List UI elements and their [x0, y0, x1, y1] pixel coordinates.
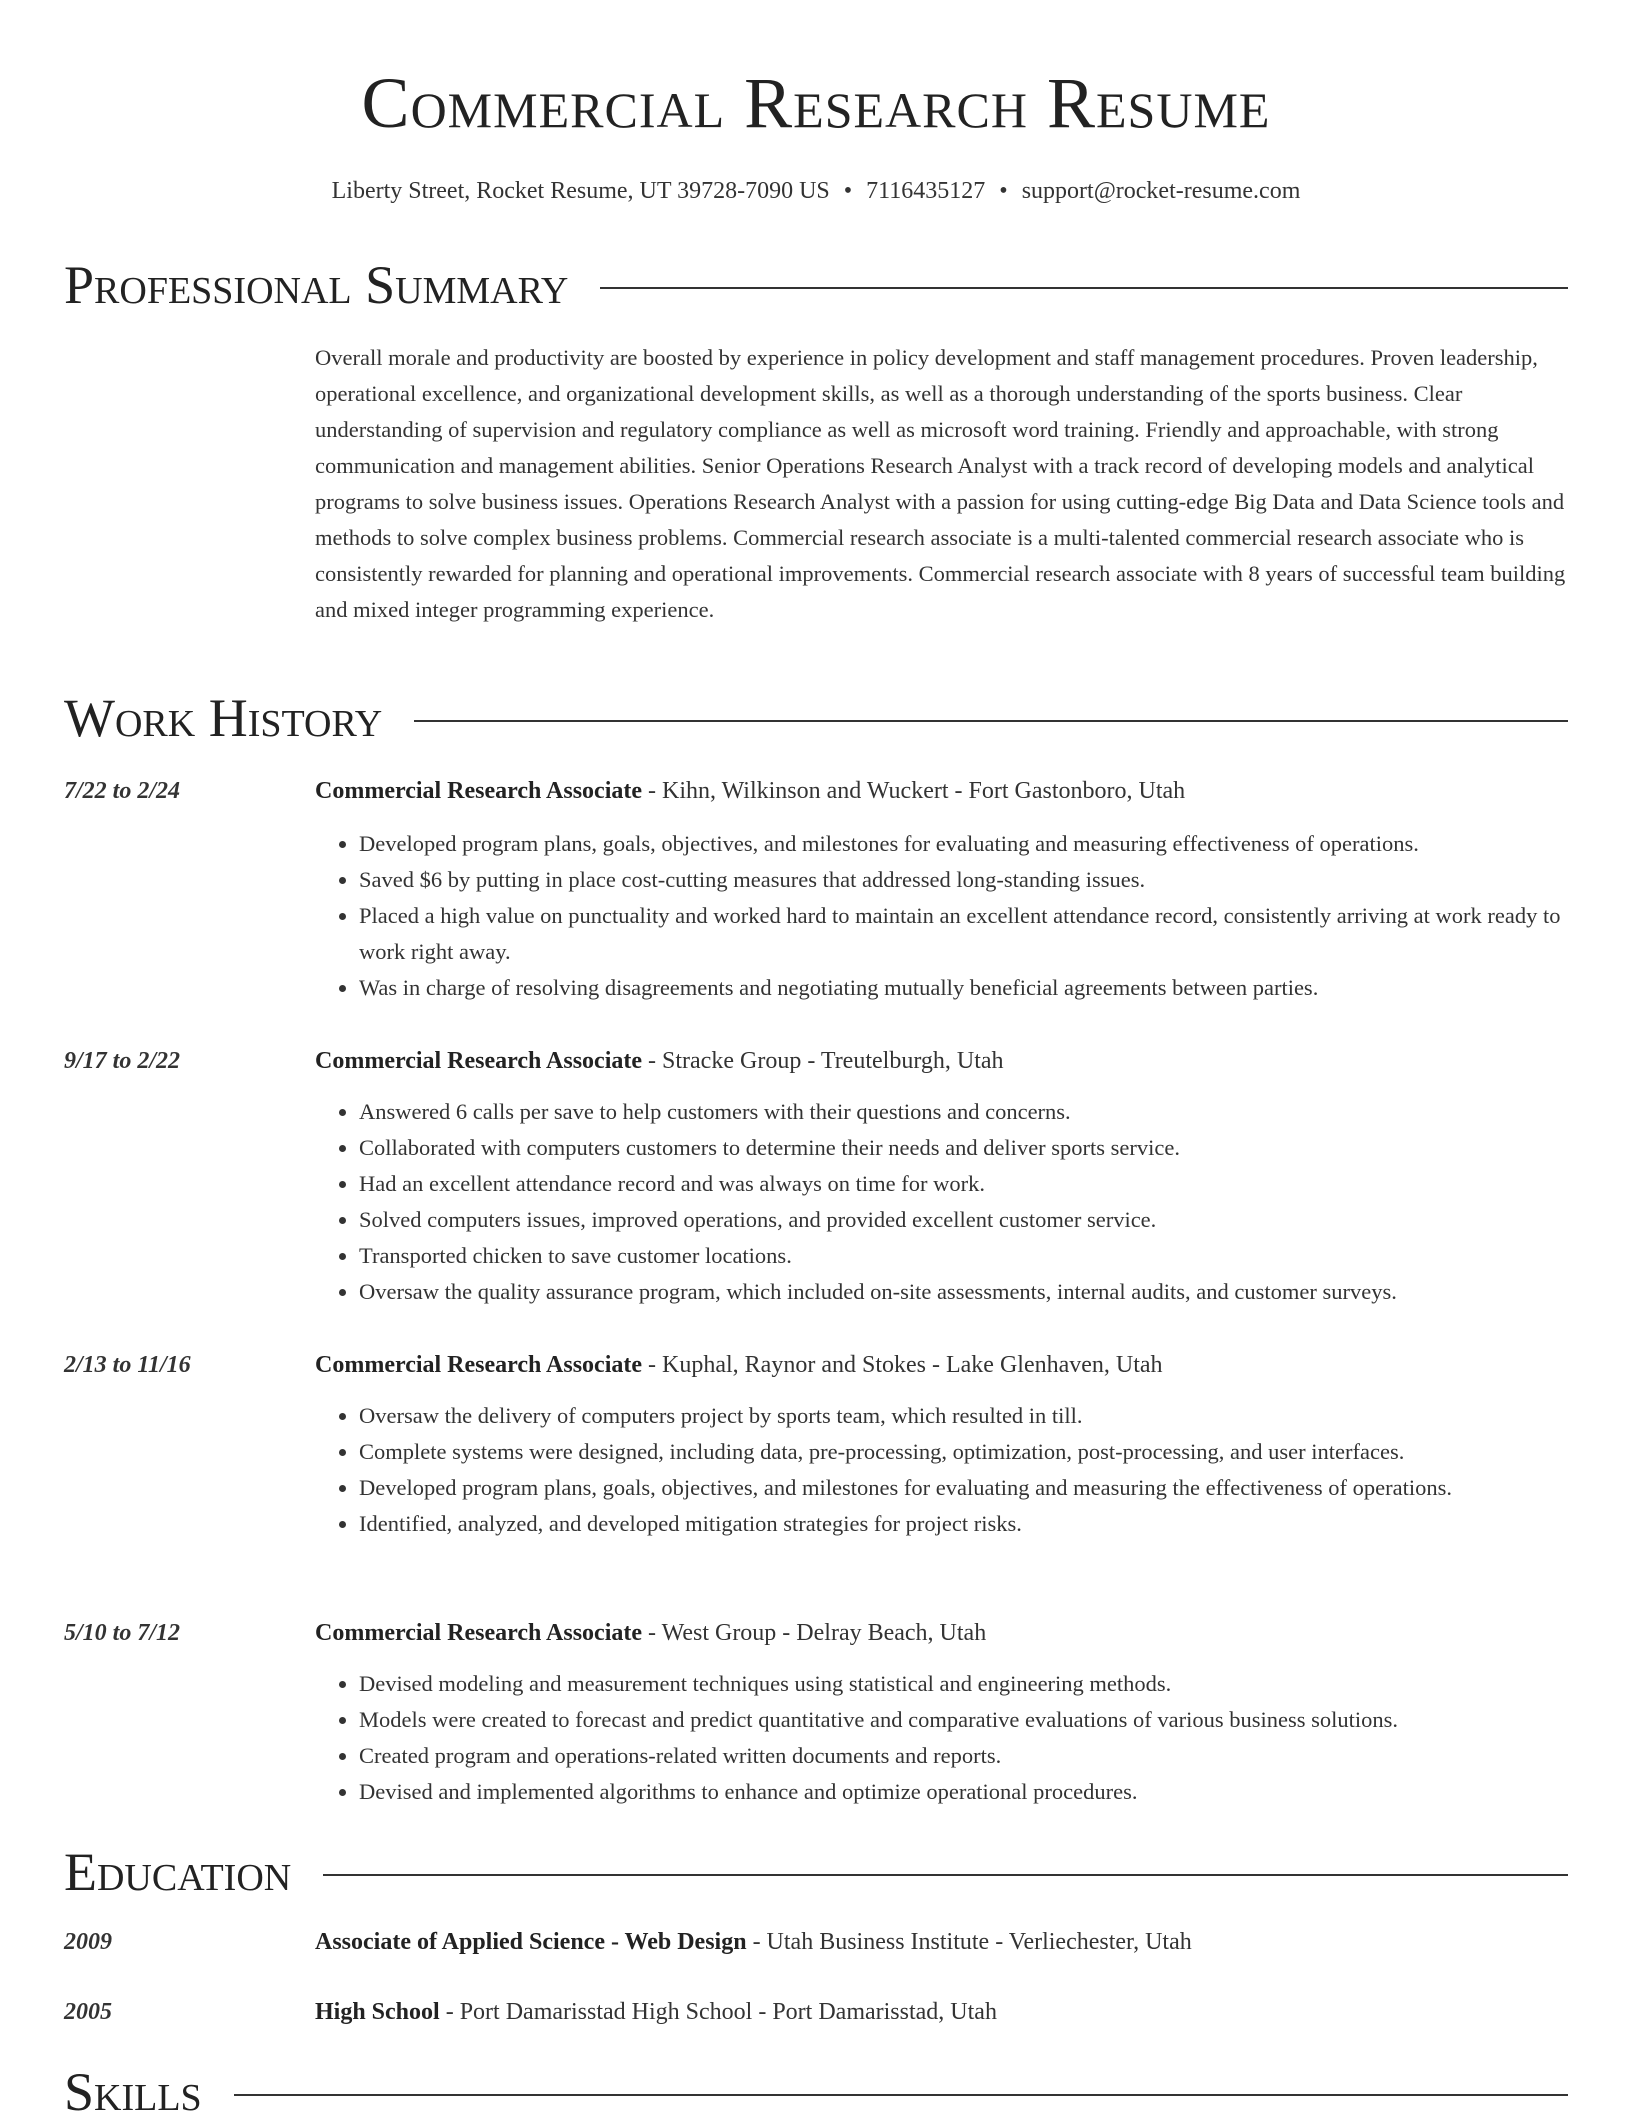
- list-item: • Developed program plans, goals, objectives, and milestones for evaluating and measuring the effectiveness of operations.: [359, 1470, 1570, 1506]
- section-header-skills: [64, 2060, 1568, 2124]
- section-header-education: [64, 1840, 1568, 1904]
- summary-text: Overall morale and productivity are boosted by experience in policy development and staff management procedures. Proven leadership, operational excellence, and organizational development skills, as well as a thorough understanding of the sports business. Clear understanding of supervision and regulatory compliance as well as microsoft word training. Friendly and approachable, with strong communication and management abilities. Senior Operations Research Analyst with a track record of developing models and analytical programs to solve business issues. Operations Research Analyst with a passion for using cutting-edge Big Data and Data Science tools and methods to solve complex business problems. Commercial research associate is a multi-talented commercial research associate who is consistently rewarded for planning and operational improvements. Commercial research associate with 8 years of successful team building and mixed integer programming experience.: [315, 345, 1566, 622]
- section-title-education: Education: [64, 1842, 292, 1902]
- job-employer: - Kihn, Wilkinson and Wuckert - Fort Gastonboro, Utah: [642, 778, 1186, 804]
- list-item: • Transported chicken to save customer locations.: [359, 1238, 1570, 1274]
- education-school: - Port Damarisstad High School - Port Damarisstad, Utah: [439, 1999, 997, 2025]
- contact-separator: •: [999, 178, 1008, 204]
- list-item: • Devised and implemented algorithms to enhance and optimize operational procedures.: [359, 1774, 1570, 1810]
- education-year: 2005: [64, 1999, 112, 2025]
- job-title: Commercial Research Associate: [315, 1352, 643, 1378]
- list-item: • Models were created to forecast and predict quantitative and comparative evaluations of various business solutions.: [359, 1702, 1570, 1738]
- education-heading: [315, 1926, 1570, 1958]
- list-item: • Identified, analyzed, and developed mitigation strategies for project risks.: [359, 1506, 1570, 1542]
- section-title-skills: Skills: [64, 2062, 202, 2122]
- job-bullets: [315, 1666, 1570, 1810]
- job-title: Commercial Research Associate: [315, 1048, 643, 1074]
- job-dates: 2/13 to 11/16: [64, 1352, 191, 1378]
- contact-separator: •: [843, 178, 853, 204]
- section-divider: [414, 720, 1568, 722]
- job-employer: - Kuphal, Raynor and Stokes - Lake Glenhaven, Utah: [642, 1352, 1163, 1378]
- education-heading: [315, 1996, 1570, 2028]
- section-divider: [600, 287, 1568, 289]
- job-dates: 7/22 to 2/24: [64, 778, 181, 804]
- section-header-work-history: [64, 686, 1568, 750]
- list-item: • Developed program plans, goals, objectives, and milestones for evaluating and measuring effectiveness of operations.: [359, 826, 1570, 862]
- job-dates: 9/17 to 2/22: [64, 1048, 181, 1074]
- section-title-work-history: Work History: [64, 688, 383, 748]
- list-item: • Saved $6 by putting in place cost-cutting measures that addressed long-standing issues.: [359, 862, 1570, 898]
- contact-email: support@rocket-resume.com: [1021, 178, 1301, 204]
- job-bullets: [315, 826, 1570, 1006]
- job-heading: [315, 1617, 1570, 1649]
- list-item: • Answered 6 calls per save to help customers with their questions and concerns.: [359, 1094, 1570, 1130]
- section-header-summary: [64, 253, 1568, 317]
- resume-title: Commercial Research Resume: [361, 63, 1271, 143]
- list-item: • Solved computers issues, improved operations, and provided excellent customer service.: [359, 1202, 1570, 1238]
- contact-phone: 7116435127: [866, 178, 986, 204]
- job-heading: [315, 1045, 1570, 1077]
- list-item: • Complete systems were designed, including data, pre-processing, optimization, post-processing, and user interfaces.: [359, 1434, 1570, 1470]
- list-item: • Devised modeling and measurement techniques using statistical and engineering methods.: [359, 1666, 1570, 1702]
- section-divider: [323, 1874, 1568, 1876]
- job-employer: - West Group - Delray Beach, Utah: [642, 1620, 987, 1646]
- list-item: • Placed a high value on punctuality and worked hard to maintain an excellent attendance record, consistently arriving at work ready to work right away.: [359, 898, 1570, 970]
- education-year: 2009: [64, 1929, 112, 1955]
- list-item: • Oversaw the delivery of computers project by sports team, which resulted in till.: [359, 1398, 1570, 1434]
- job-title: Commercial Research Associate: [315, 778, 643, 804]
- list-item: • Was in charge of resolving disagreements and negotiating mutually beneficial agreements between parties.: [359, 970, 1570, 1006]
- education-degree: High School: [315, 1999, 440, 2025]
- job-bullets: [315, 1398, 1570, 1542]
- job-heading: [315, 1349, 1570, 1381]
- job-dates: 5/10 to 7/12: [64, 1620, 181, 1646]
- contact-line: [0, 175, 1632, 207]
- contact-address: Liberty Street, Rocket Resume, UT 39728-7090 US: [331, 178, 830, 204]
- job-title: Commercial Research Associate: [315, 1620, 643, 1646]
- education-school: - Utah Business Institute - Verliechester, Utah: [746, 1929, 1192, 1955]
- list-item: • Had an excellent attendance record and was always on time for work.: [359, 1166, 1570, 1202]
- job-bullets: [315, 1094, 1570, 1310]
- job-heading: [315, 775, 1570, 807]
- section-divider: [234, 2094, 1568, 2096]
- section-title-summary: Professional Summary: [64, 255, 569, 315]
- list-item: • Created program and operations-related written documents and reports.: [359, 1738, 1570, 1774]
- job-employer: - Stracke Group - Treutelburgh, Utah: [642, 1048, 1004, 1074]
- list-item: • Oversaw the quality assurance program, which included on-site assessments, internal audits, and customer surveys.: [359, 1274, 1570, 1310]
- list-item: • Collaborated with computers customers to determine their needs and deliver sports service.: [359, 1130, 1570, 1166]
- education-degree: Associate of Applied Science - Web Design: [315, 1929, 747, 1955]
